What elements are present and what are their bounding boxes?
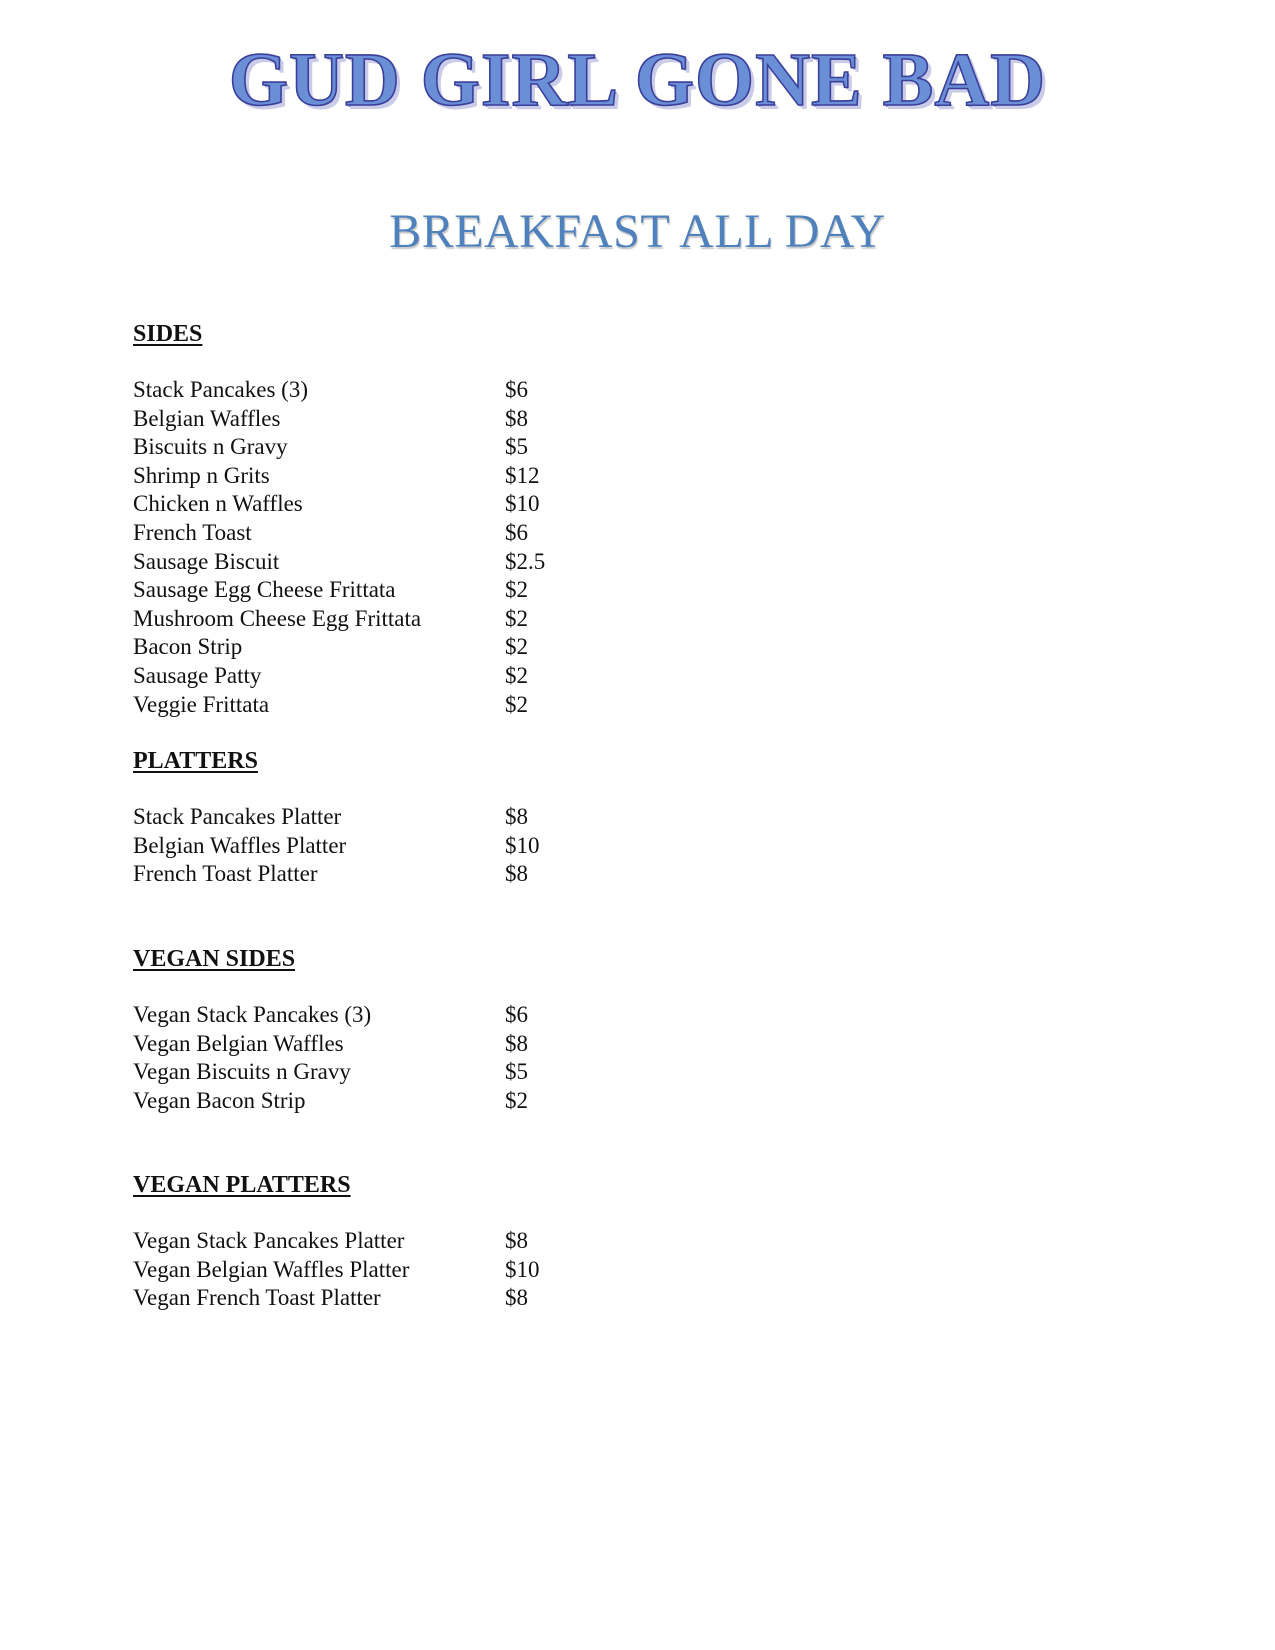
section-platters	[133, 747, 733, 889]
item-name: Biscuits n Gravy	[133, 434, 288, 460]
item-price: $6	[505, 377, 528, 402]
item-price: $2	[505, 1087, 528, 1113]
item-price: $2	[505, 691, 528, 717]
item-name: Vegan French Toast Platter	[133, 1285, 381, 1311]
menu-list	[133, 320, 733, 1313]
item-name: Vegan Belgian Waffles Platter	[133, 1256, 410, 1282]
item-name: Stack Pancakes (3)	[133, 377, 308, 402]
item-name: Chicken n Waffles	[133, 491, 303, 517]
menu-subtitle: BREAKFAST ALL DAY	[389, 205, 886, 258]
item-price: $8	[505, 405, 528, 431]
item-name: Belgian Waffles Platter	[133, 832, 347, 858]
item-price: $5	[505, 434, 528, 460]
section-heading: VEGAN SIDES	[133, 945, 296, 972]
menu-item	[133, 405, 733, 434]
menu-item	[133, 433, 733, 462]
item-name: Mushroom Cheese Egg Frittata	[133, 605, 422, 631]
item-name: Vegan Bacon Strip	[133, 1087, 306, 1113]
menu-item	[133, 1256, 733, 1285]
item-name: Vegan Biscuits n Gravy	[133, 1059, 351, 1085]
item-price: $2.5	[505, 548, 546, 574]
item-name: French Toast Platter	[133, 861, 318, 887]
section-spacer	[133, 889, 733, 945]
restaurant-name: GUD GIRL GONE BAD	[228, 38, 1047, 122]
menu-item	[133, 548, 733, 577]
item-price: $8	[505, 804, 528, 830]
item-name: French Toast	[133, 519, 252, 545]
menu-item	[133, 860, 733, 889]
section-heading: PLATTERS	[133, 748, 258, 775]
menu-item	[133, 490, 733, 519]
section-vegan-sides	[133, 945, 733, 1115]
section-spacer	[133, 1115, 733, 1171]
section-spacer	[133, 719, 733, 747]
item-price: $6	[505, 1001, 528, 1027]
item-price: $2	[505, 605, 528, 631]
item-name: Bacon Strip	[133, 634, 243, 660]
item-name: Shrimp n Grits	[133, 462, 270, 488]
menu-item	[133, 462, 733, 491]
menu-item	[133, 691, 733, 720]
menu-item	[133, 1284, 733, 1313]
item-price: $10	[505, 1256, 540, 1282]
menu-item	[133, 803, 733, 832]
menu-item	[133, 519, 733, 548]
menu-item	[133, 1227, 733, 1256]
menu-item	[133, 1030, 733, 1059]
item-price: $10	[505, 491, 540, 517]
menu-item	[133, 832, 733, 861]
item-price: $12	[505, 462, 540, 488]
section-heading: SIDES	[133, 321, 203, 347]
menu-item	[133, 1001, 733, 1030]
item-price: $8	[505, 1030, 528, 1056]
section-sides	[133, 320, 733, 719]
menu-item	[133, 376, 733, 405]
item-name: Sausage Patty	[133, 662, 262, 688]
item-price: $6	[505, 519, 528, 545]
item-name: Sausage Egg Cheese Frittata	[133, 577, 396, 603]
menu-item	[133, 605, 733, 634]
menu-item	[133, 1058, 733, 1087]
item-name: Veggie Frittata	[133, 691, 270, 717]
menu-item	[133, 662, 733, 691]
menu-item	[133, 633, 733, 662]
item-name: Sausage Biscuit	[133, 548, 280, 574]
item-price: $8	[505, 1228, 528, 1254]
item-price: $10	[505, 832, 540, 858]
menu-item	[133, 1087, 733, 1116]
item-price: $8	[505, 1285, 528, 1311]
item-price: $2	[505, 577, 528, 603]
section-heading: VEGAN PLATTERS	[133, 1172, 351, 1199]
item-price: $8	[505, 861, 528, 887]
item-price: $2	[505, 634, 528, 660]
item-name: Belgian Waffles	[133, 405, 281, 431]
item-name: Vegan Stack Pancakes Platter	[133, 1228, 405, 1254]
item-price: $2	[505, 662, 528, 688]
item-name: Vegan Stack Pancakes (3)	[133, 1001, 372, 1027]
menu-item	[133, 576, 733, 605]
section-vegan-platters	[133, 1171, 733, 1313]
item-name: Vegan Belgian Waffles	[133, 1030, 344, 1056]
item-price: $5	[505, 1059, 528, 1085]
item-name: Stack Pancakes Platter	[133, 804, 342, 830]
